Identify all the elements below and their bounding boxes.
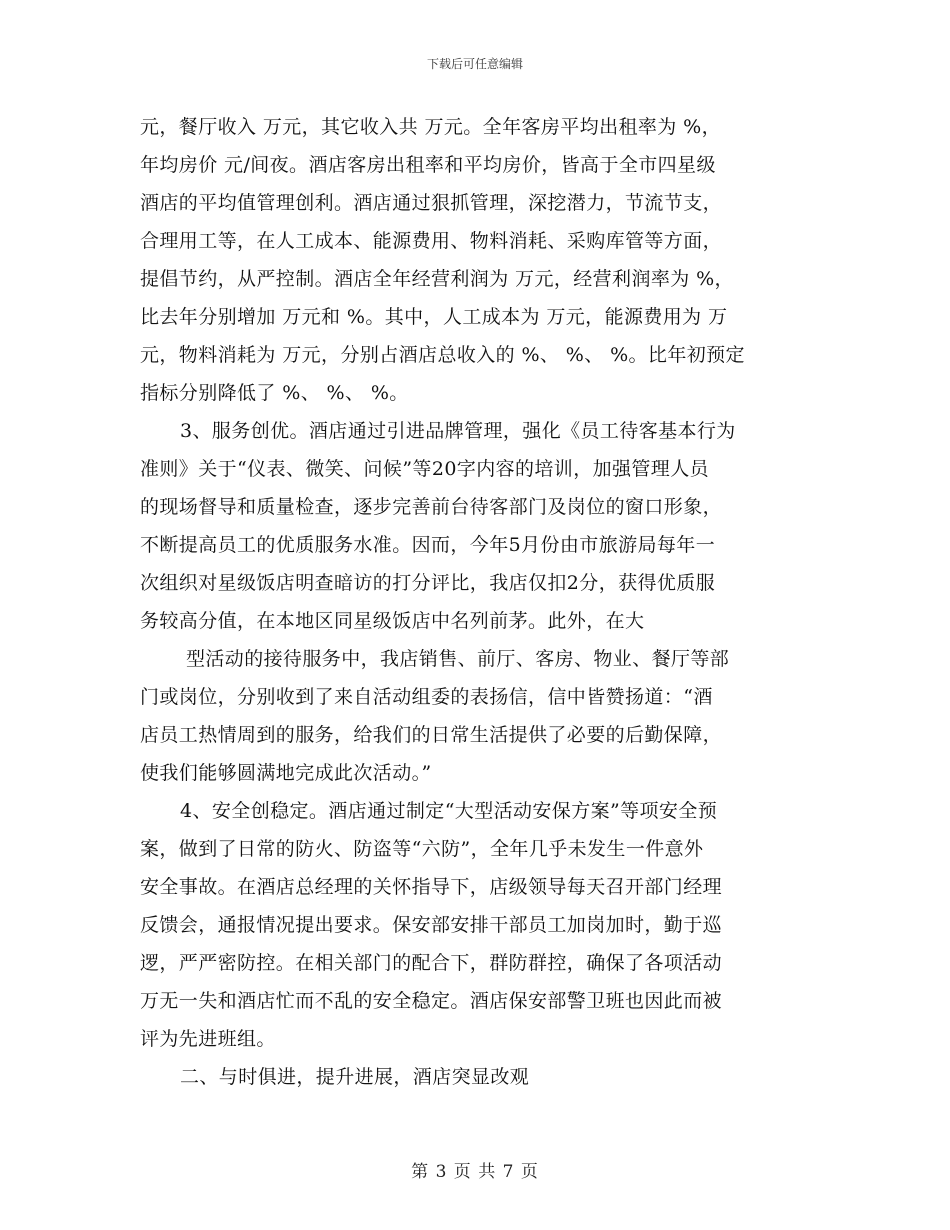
text-line: 不断提高员工的优质服务水准。因而，今年5月份由市旅游局每年一 — [140, 534, 716, 556]
paragraph-start-line: 型活动的接待服务中，我店销售、前厅、客房、物业、餐厅等部 — [186, 648, 730, 670]
text-line: 提倡节约，从严控制。酒店全年经营利润为 万元，经营利润率为 %， — [140, 268, 734, 290]
text-line: 万无一失和酒店忙而不乱的安全稳定。酒店保安部警卫班也因此而被 — [140, 990, 723, 1012]
text-line: 合理用工等，在人工成本、能源费用、物料消耗、采购库管等方面， — [140, 230, 723, 252]
paragraph-start-line: 4、安全创稳定。酒店通过制定“大型活动安保方案”等项安全预 — [180, 800, 718, 822]
text-line: 逻，严严密防控。在相关部门的配合下，群防群控，确保了各项活动 — [140, 952, 723, 974]
text-line: 年均房价 元/间夜。酒店客房出租率和平均房价，皆高于全市四星级 — [140, 154, 716, 176]
text-line: 评为先进班组。 — [140, 1028, 276, 1050]
text-line: 指标分别降低了 %、 %、 %。 — [140, 382, 409, 404]
text-line: 元，餐厅收入 万元，其它收入共 万元。全年客房平均出租率为 %， — [140, 116, 721, 138]
text-line: 使我们能够圆满地完成此次活动。” — [140, 762, 432, 784]
text-line: 店员工热情周到的服务，给我们的日常生活提供了必要的后勤保障， — [140, 724, 723, 746]
text-line: 门或岗位，分别收到了来自活动组委的表扬信，信中皆赞扬道：“酒 — [140, 686, 713, 708]
text-line: 次组织对星级饭店明查暗访的打分评比，我店仅扣2分，获得优质服 — [140, 572, 716, 594]
text-line: 案，做到了日常的防火、防盗等“六防”，全年几乎未发生一件意外 — [140, 838, 704, 860]
text-line: 酒店的平均值管理创利。酒店通过狠抓管理，深挖潜力，节流节支， — [140, 192, 723, 214]
text-line: 反馈会，通报情况提出要求。保安部安排干部员工加岗加时，勤于巡 — [140, 914, 723, 936]
page-number-footer: 第 3 页 共 7 页 — [411, 1162, 539, 1182]
paragraph-start-line: 3、服务创优。酒店通过引进品牌管理，强化《员工待客基本行为 — [180, 420, 736, 442]
text-line: 务较高分值，在本地区同星级饭店中名列前茅。此外，在大 — [140, 610, 645, 632]
text-line: 准则》关于“仪表、微笑、问候”等20字内容的培训，加强管理人员 — [140, 458, 710, 480]
text-line: 安全事故。在酒店总经理的关怀指导下，店级领导每天召开部门经理 — [140, 876, 723, 898]
page-header-note: 下载后可任意编辑 — [426, 57, 523, 71]
document-body — [140, 108, 815, 1096]
section-heading-line: 二、与时俱进，提升进展，酒店突显改观 — [180, 1066, 530, 1088]
text-line: 元，物料消耗为 万元，分别占酒店总收入的 %、 %、 %。比年初预定 — [140, 344, 745, 366]
text-line: 比去年分别增加 万元和 %。其中，人工成本为 万元，能源费用为 万 — [140, 306, 728, 328]
text-line: 的现场督导和质量检查，逐步完善前台待客部门及岗位的窗口形象， — [140, 496, 723, 518]
